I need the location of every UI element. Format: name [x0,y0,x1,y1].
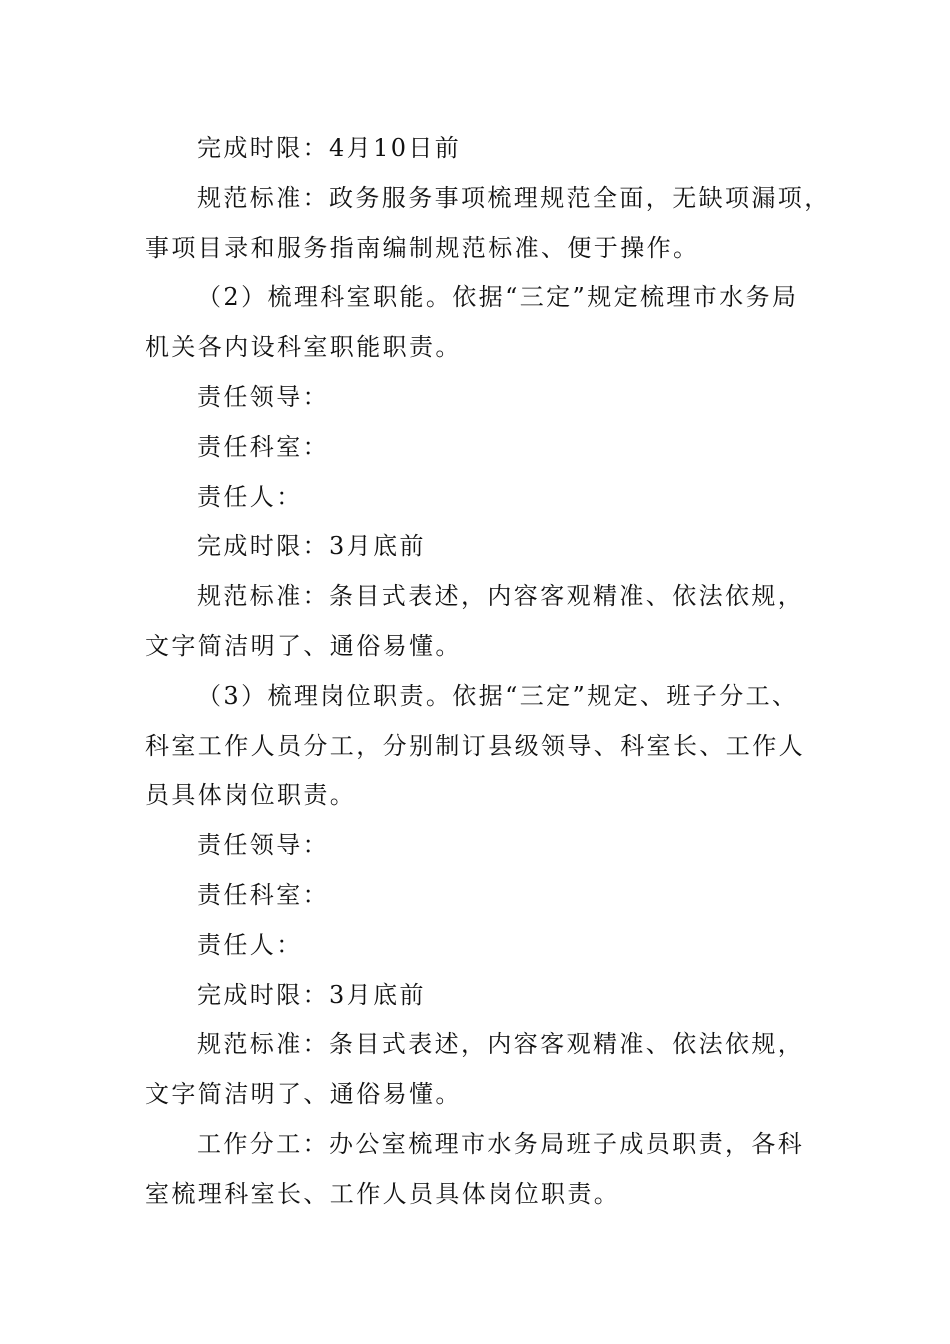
text-line: 室梳理科室长、工作人员具体岗位职责。 [145,1179,621,1208]
text-line: 规范标准：政务服务事项梳理规范全面，无缺项漏项， [197,183,831,212]
document-body [145,124,831,1220]
text-line: 规范标准：条目式表述，内容客观精准、依法依规， [197,582,805,611]
text-line: 完成时限：4月10日前 [197,134,462,162]
text-line: 规范标准：条目式表述，内容客观精准、依法依规， [197,1030,805,1059]
text-line: 员具体岗位职责。 [145,781,357,810]
text-line: （3）梳理岗位职责。依据“三定”规定、班子分工、 [197,681,799,710]
text-line: （2）梳理科室职能。依据“三定”规定梳理市水务局 [197,283,799,312]
text-line: 机关各内设科室职能职责。 [145,333,462,362]
text-line: 责任领导： [197,831,329,860]
text-line: 文字简洁明了、通俗易懂。 [145,1080,462,1109]
text-line: 责任科室： [197,432,329,461]
text-line: 文字简洁明了、通俗易懂。 [145,631,462,660]
text-line: 事项目录和服务指南编制规范标准、便于操作。 [145,233,700,262]
text-line: 责任人： [197,930,303,959]
text-line: 工作分工：办公室梳理市水务局班子成员职责，各科 [197,1129,805,1158]
text-line: 完成时限：3月底前 [197,980,426,1009]
text-line: 责任科室： [197,880,329,909]
text-line: 责任领导： [197,382,329,411]
text-line: 责任人： [197,482,303,511]
text-line: 完成时限：3月底前 [197,532,426,561]
text-line: 科室工作人员分工，分别制订县级领导、科室长、工作人 [145,731,805,760]
